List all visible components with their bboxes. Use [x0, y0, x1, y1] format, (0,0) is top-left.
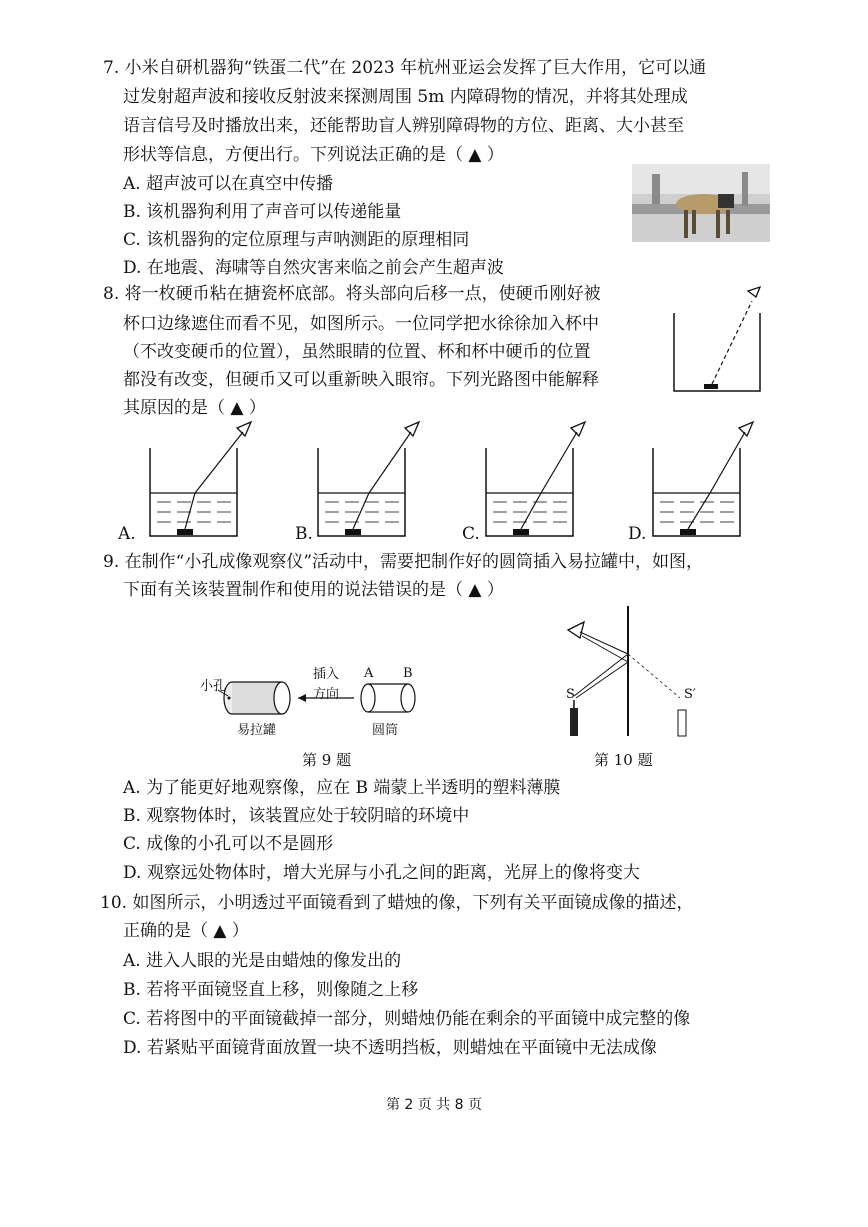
q9-option-b: B. 观察物体时，该装置应处于较阴暗的环境中	[123, 806, 470, 826]
q8-light-path-options	[115, 418, 775, 544]
q10-mirror-figure	[560, 604, 700, 740]
q8-line-5: 其原因的是（ ▲ ）	[123, 398, 266, 418]
q8-option-b-label: B.	[295, 524, 313, 544]
robot-dog-photo	[632, 164, 770, 242]
page-footer: 第 2 页 共 8 页	[385, 1097, 483, 1113]
q8-line-3: （不改变硬币的位置），虽然眼睛的位置、杯和杯中硬币的位置	[123, 342, 591, 362]
q8-line-4: 都没有改变，但硬币又可以重新映入眼帘。下列光路图中能解释	[123, 370, 599, 390]
q8-option-d-label: D.	[628, 524, 647, 544]
label-insert-1: 插入	[313, 667, 340, 682]
q10-line-2: 正确的是（ ▲ ）	[123, 921, 249, 941]
q7-option-d: D. 在地震、海啸等自然灾害来临之前会产生超声波	[123, 258, 504, 278]
q9-line-2: 下面有关该装置制作和使用的说法错误的是（ ▲ ）	[123, 580, 504, 600]
q8-cup-figure	[672, 283, 772, 395]
q10-option-a: A. 进入人眼的光是由蜡烛的像发出的	[123, 951, 402, 971]
label-s: S	[566, 687, 575, 702]
q8-line-1: 8. 将一枚硬币粘在搪瓷杯底部。将头部向后移一点，使硬币刚好被	[103, 284, 601, 304]
label-tube: 圆筒	[372, 723, 399, 738]
q10-option-b: B. 若将平面镜竖直上移，则像随之上移	[123, 980, 419, 1000]
q9-caption: 第 9 题	[302, 751, 352, 769]
label-insert-2: 方向	[313, 687, 340, 702]
q7-option-a: A. 超声波可以在真空中传播	[123, 174, 334, 194]
label-end-a: A	[364, 666, 374, 681]
label-can: 易拉罐	[237, 723, 277, 738]
q8-option-c-label: C.	[462, 524, 480, 544]
q8-line-2: 杯口边缘遮住而看不见，如图所示。一位同学把水徐徐加入杯中	[123, 314, 599, 334]
label-end-b: B	[403, 666, 413, 681]
label-pinhole: 小孔	[200, 679, 227, 694]
q7-option-c: C. 该机器狗的定位原理与声呐测距的原理相同	[123, 230, 470, 250]
q7-option-b: B. 该机器狗利用了声音可以传递能量	[123, 202, 402, 222]
q8-option-a-label: A.	[118, 524, 136, 544]
option-b-diagram	[318, 422, 419, 536]
q9-option-d: D. 观察远处物体时，增大光屏与小孔之间的距离，光屏上的像将变大	[123, 863, 640, 883]
option-d-diagram	[653, 422, 753, 536]
q7-line-2: 过发射超声波和接收反射波来探测周围 5m 内障碍物的情况，并将其处理成	[123, 87, 688, 107]
q7-line-1: 7. 小米自研机器狗“铁蛋二代”在 2023 年杭州亚运会发挥了巨大作用，它可以通	[103, 58, 707, 78]
q9-line-1: 9. 在制作“小孔成像观察仪”活动中，需要把制作好的圆筒插入易拉罐中，如图，	[103, 552, 704, 572]
q10-option-c: C. 若将图中的平面镜截掉一部分，则蜡烛仍能在剩余的平面镜中成完整的像	[123, 1009, 691, 1029]
option-a-diagram	[150, 422, 251, 536]
q9-option-c: C. 成像的小孔可以不是圆形	[123, 834, 334, 854]
q10-line-1: 10. 如图所示，小明透过平面镜看到了蜡烛的像，下列有关平面镜成像的描述，	[100, 893, 694, 913]
q10-option-d: D. 若紧贴平面镜背面放置一块不透明挡板，则蜡烛在平面镜中无法成像	[123, 1038, 657, 1058]
q10-caption: 第 10 题	[594, 751, 653, 769]
option-c-diagram	[486, 422, 585, 536]
q7-line-3: 语言信号及时播放出来，还能帮助盲人辨别障碍物的方位、距离、大小甚至	[123, 116, 684, 136]
q9-option-a: A. 为了能更好地观察像，应在 B 端蒙上半透明的塑料薄膜	[123, 778, 561, 798]
label-s-prime: S′	[684, 687, 696, 702]
q7-line-4: 形状等信息，方便出行。下列说法正确的是（ ▲ ）	[123, 145, 504, 165]
